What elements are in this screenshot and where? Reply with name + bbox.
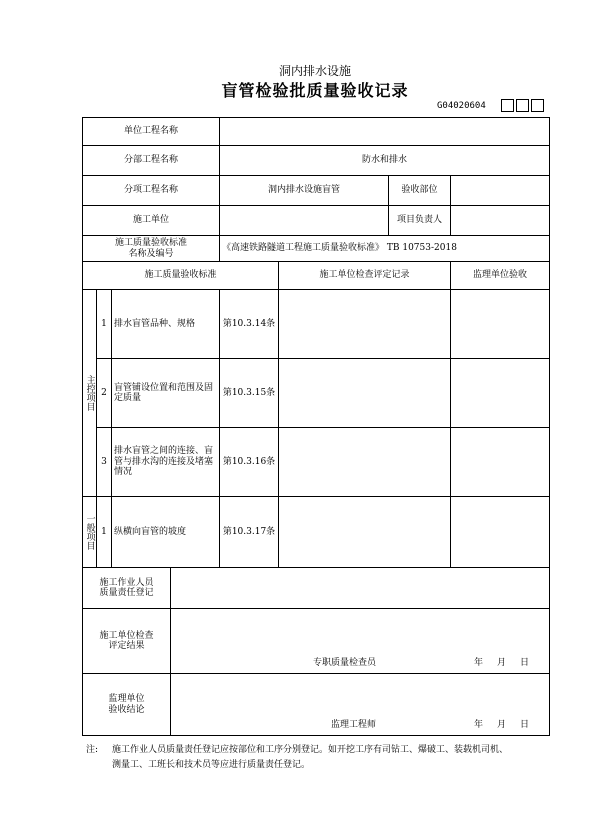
row-worker-registration [83,568,550,609]
unit-project-value[interactable] [220,118,550,146]
check-result-label [83,609,171,674]
main-item-supervisor[interactable] [451,359,550,428]
inspector-label: 专职质量检查员 [313,657,377,668]
row-supervisor-conclusion [83,674,550,736]
code-box-1[interactable] [501,99,514,112]
item-label: 分项工程名称 [83,176,220,206]
construction-unit-value[interactable] [220,206,389,236]
supervisor-conclusion-label [83,674,171,736]
main-item-no: 3 [97,428,112,497]
main-item-record[interactable] [279,290,451,359]
main-item-record[interactable] [279,359,451,428]
main-item-no: 2 [97,359,112,428]
main-item-content: 盲管铺设位置和范围及固定质量 [112,359,220,428]
check-result-value[interactable] [171,609,550,674]
col-record-header: 施工单位检查评定记录 [279,262,451,290]
main-item-row-2 [83,359,550,428]
row-standard [83,236,550,262]
engineer-sign-line [173,720,547,730]
main-item-row-3 [83,428,550,497]
project-manager-value[interactable] [451,206,550,236]
footnote [86,743,552,774]
unit-project-label: 单位工程名称 [83,118,220,146]
general-items-label: 一般项目 [83,497,97,568]
col-standard-header: 施工质量验收标准 [83,262,279,290]
general-item-row-1 [83,497,550,568]
row-column-headers [83,262,550,290]
form-subtitle: 洞内排水设施 [278,64,351,78]
footnote-label: 注: [86,745,99,755]
inspector-sign-line [173,658,547,668]
day-label: 日 [520,657,530,668]
general-item-record[interactable] [279,497,451,568]
main-item-clause: 第10.3.16条 [220,428,279,497]
row-check-result [83,609,550,674]
main-items-label: 主控项目 [83,290,97,497]
row-construction-unit [83,206,550,236]
day-label: 日 [520,719,530,730]
check-result-line2: 评定结果 [108,641,145,651]
worker-registration-line1: 施工作业人员 [99,577,154,588]
engineer-label: 监理工程师 [331,719,377,730]
inspector-date [460,658,529,668]
footnote-line1: 施工作业人员质量责任登记应按部位和工序分别登记。如开挖工序有司钻工、爆破工、装载机司机、 [112,745,509,755]
row-item [83,176,550,206]
month-label: 月 [496,719,506,730]
construction-unit-label: 施工单位 [83,206,220,236]
footnote-line2: 测量工、工班长和技术员等应进行质量责任登记。 [112,760,311,771]
main-item-clause: 第10.3.15条 [220,359,279,428]
general-item-no: 1 [97,497,112,568]
main-item-content: 排水盲管之间的连接、盲管与排水沟的连接及堵塞情况 [112,428,220,497]
row-unit-project [83,118,550,146]
supervisor-conclusion-value[interactable] [171,674,550,736]
general-item-supervisor[interactable] [451,497,550,568]
standard-label-line1: 施工质量验收标准 [115,238,188,249]
main-item-supervisor[interactable] [451,290,550,359]
form-title: 盲管检验批质量验收记录 [221,81,409,100]
supervisor-conclusion-line1: 监理单位 [108,694,145,705]
check-result-line1: 施工单位检查 [99,630,154,641]
subsection-label: 分部工程名称 [83,146,220,176]
col-supervisor-header: 监理单位验收 [451,262,550,290]
worker-registration-value[interactable] [171,568,550,609]
general-item-clause: 第10.3.17条 [220,497,279,568]
code-box-3[interactable] [531,99,544,112]
general-item-content: 纵横向盲管的坡度 [112,497,220,568]
worker-registration-line2: 质量责任登记 [99,588,154,598]
acceptance-part-label: 验收部位 [389,176,451,206]
main-item-record[interactable] [279,428,451,497]
worker-registration-label [83,568,171,609]
main-item-no: 1 [97,290,112,359]
standard-label [83,236,220,262]
form-code: G04020604 [437,101,486,111]
main-item-content: 排水盲管品种、规格 [112,290,220,359]
engineer-date [460,720,529,730]
subsection-value[interactable]: 防水和排水 [220,146,550,176]
item-value[interactable]: 洞内排水设施盲管 [220,176,389,206]
month-label: 月 [496,657,506,668]
standard-value: 《高速铁路隧道工程施工质量验收标准》 TB 10753-2018 [220,236,550,262]
acceptance-form-table [82,117,550,736]
main-item-supervisor[interactable] [451,428,550,497]
row-subsection [83,146,550,176]
main-item-clause: 第10.3.14条 [220,290,279,359]
code-box-2[interactable] [516,99,529,112]
project-manager-label: 项目负责人 [389,206,451,236]
supervisor-conclusion-line2: 验收结论 [108,704,145,715]
year-label: 年 [473,657,483,668]
main-item-row-1 [83,290,550,359]
acceptance-part-value[interactable] [451,176,550,206]
standard-label-line2: 名称及编号 [128,248,174,259]
year-label: 年 [473,719,483,730]
